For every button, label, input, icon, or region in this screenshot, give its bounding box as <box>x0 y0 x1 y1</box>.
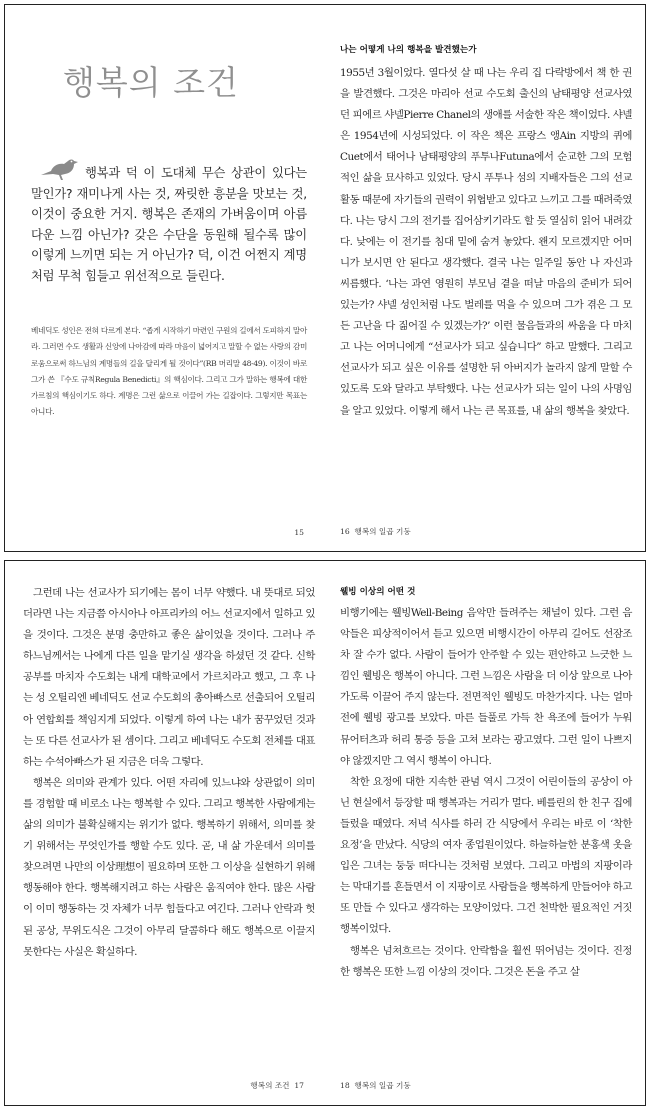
page-16 <box>326 5 647 551</box>
book-title: 행복의 일곱 기둥 <box>354 1081 411 1090</box>
paragraph: 착한 요정에 대한 지속한 관념 역시 그것이 어린이들의 공상이 아닌 현실에서 등장할 때 행복과는 거리가 멀다. 베를린의 한 친구 집에 들렀을 때였다. 저녁 식사를 하러 간 식당에서 우리는 바로 이 ‘착한 요정’을 만났다. 식당의 여자 종업원이었다. 하늘하늘한 분홍색 옷을 입은 그녀는 둥둥 떠다니는 것처럼 보였다. 그리고 마법의 지팡이라는 막대기를 흔들면서 이 지팡이로 사람들을 행복하게 만들어야 하고 또 만들 수 있다고 생각하는 모양이었다. 그건 천박한 필요적인 거짓 행복이었다. <box>340 775 632 936</box>
spread-bottom <box>4 560 646 1106</box>
page-footer <box>250 1080 304 1091</box>
chapter-title: 행복의 조건 <box>63 63 239 102</box>
page-15 <box>5 5 326 551</box>
page-number: 15 <box>294 528 304 537</box>
page-18 <box>326 561 647 1105</box>
quote-paragraph: 베네딕도 성인은 전혀 다르게 본다. “좁게 시작하기 마련인 구원의 길에서 도피하지 말아라. 그러면 수도 생활과 신앙에 나아감에 따라 마음이 넓어지고 말할 수 없는 사랑의 감미로움으로써 하느님의 계명들의 길을 달리게 될 것이다”(RB 머리말 48-49). 이것이 바로 그가 쓴 『수도 규칙Regula Benedicti』의 핵심이다. 그리고 그가 말하는 행복에 대한 가르침의 핵심이기도 하다. 계명은 그런 삶으로 이끌어 가는 길잡이다. 그렇지만 목표는 아니다. <box>31 326 307 417</box>
chapter-title: 행복의 조건 <box>250 1081 290 1090</box>
spread-top <box>4 4 646 552</box>
page-footer <box>340 1080 411 1091</box>
page-number: 18 <box>340 1081 350 1090</box>
book-title: 행복의 일곱 기둥 <box>354 527 411 536</box>
body-text <box>340 603 632 983</box>
page-footer <box>340 526 411 537</box>
paragraph: 비행기에는 웰빙Well-Being 음악만 들려주는 채널이 있다. 그런 음악들은 피상적이어서 듣고 있으면 비행시간이 아무리 길어도 선잠조차 잘 수가 없다. 사람이 들어가 안주할 수 있는 편안하고 느긋한 느낌인 웰빙은 행복이 아니다. 그런 느낌은 사람을 더 이상 앞으로 나아가도록 이끌어 주지 않는다. 전면적인 웰빙도 마찬가지다. 나는 얼마 전에 웰빙 광고를 보았다. 마른 들풀로 가득 찬 욕조에 들어가 누워 뮤어터츠과 허리 통증 등을 고쳐 보라는 광고였다. 그런 일이 나쁘지야 않겠지만 그 역시 행복이 아니다. <box>340 607 632 767</box>
page-number: 17 <box>294 1081 304 1090</box>
section-heading: 나는 어떻게 나의 행복을 발견했는가 <box>340 45 477 55</box>
paragraph: 그런데 나는 선교사가 되기에는 몸이 너무 약했다. 내 뜻대로 되었더라면 나는 지금쯤 아시아나 아프리카의 어느 선교지에서 일하고 있을 것이다. 그것은 분명 충만하고 좋은 삶이었을 것이다. 그러나 주 하느님께서는 나에게 다른 일을 맡기실 생각을 하셨던 것 같다. 신학 공부를 마치자 수도회는 내게 대학교에서 가르치라고 했고, 그 후 나는 성 오틸리엔 베네딕도 선교 수도회의 총아빠스로 선출되어 오틸리아 연합회를 책임지게 되었다. 이렇게 하여 나는 내가 꿈꾸었던 것과는 또 다른 선교사가 된 셈이다. 그리고 베네딕도 수도회 전체를 대표하는 수석아빠스가 된 지금은 더욱 그렇다. <box>23 587 315 768</box>
body-text <box>340 63 632 422</box>
page-17 <box>5 561 326 1105</box>
paragraph: 행복은 의미와 관계가 있다. 어떤 자리에 있느냐와 상관없이 의미를 경험할 때 비로소 나는 행복할 수 있다. 그리고 행복한 사람에게는 삶의 의미가 불확실해지는 위기가 없다. 행복하기 위해서, 의미를 찾기 위해서는 무엇인가를 행할 수도 있다. 곧, 내 삶 가운데서 의미를 찾으려면 나만의 이상理想이 필요하며 또한 그 이상을 실현하기 위해 행동해야 한다. 행복해지려고 하는 사람은 움직여야 한다. 많은 사람이 이미 행동하는 것 자체가 너무 힘들다고 여긴다. 그러나 안락과 헛된 공상, 무위도식은 그것이 아무리 달콤하다 해도 행복으로 이끌지 못한다는 사실은 확실하다. <box>23 776 315 958</box>
page-number: 16 <box>340 527 350 536</box>
paragraph: 1955년 3월이었다. 열다섯 살 때 나는 우리 집 다락방에서 책 한 권을 발견했다. 그것은 마리아 선교 수도회 출신의 남태평양 선교사였던 피에르 샤넬Pierre Chanel의 생애를 서술한 작은 책이었다. 샤넬은 1954년에 시성되었다. 이 작은 책은 프랑스 앵Ain 지방의 퀴에Cuet에서 태어나 남태평양의 푸투나Futuna에서 순교한 그의 모험적인 삶을 묘사하고 있었다. 당시 푸투나 섬의 지배자들은 그의 선교 활동 때문에 자기들의 권력이 위협받고 있다고 느끼고 그를 때려죽였다. 나는 당시 그의 전기를 집어삼키기라도 할 듯 열심히 읽어 내려갔다. 낮에는 이 전기를 침대 밑에 숨겨 놓았다. 왠지 모르겠지만 어머니가 보시면 안 된다고 생각했다. 결국 나는 일주일 동안 나 자신과 씨름했다. ‘나는 과연 영원히 부모님 곁을 떠날 마음의 준비가 되어 있는가? 샤넬 성인처럼 나도 벌레를 먹을 수 있으며 그가 겪은 그 모든 고난을 다 짊어질 수 있겠는가?’ 이런 물음들과의 싸움을 다 마치고 나는 어머니에게 “선교사가 되고 싶습니다” 하고 말했다. 그리고 선교사가 되고 싶은 이유를 설명한 뒤 아버지가 놀라지 않게 말할 수 있도록 도와 달라고 부탁했다. 나는 선교사가 되는 일이 나의 사명임을 알고 있었다. 이렇게 해서 나는 큰 목표를, 내 삶의 행복을 찾았다. <box>340 67 632 417</box>
intro-paragraph: 행복과 덕 이 도대체 무슨 상관이 있다는 말인가? 재미나게 사는 것, 짜릿한 흥분을 맛보는 것, 이것이 중요한 거지. 행복은 존재의 가벼움이며 아름다운 느낌 아닌가? 갖은 수단을 동원해 될수록 많이 이렇게 느끼면 되는 거 아닌가? 덕, 이건 어쩐지 계명처럼 무척 힘들고 위선적으로 들린다. <box>31 166 307 283</box>
section-heading: 웰빙 이상의 어떤 것 <box>340 587 416 597</box>
body-text <box>23 583 315 963</box>
paragraph: 행복은 넘쳐흐르는 것이다. 안락함을 훨씬 뛰어넘는 것이다. 진정한 행복은 또한 느낌 이상의 것이다. 그것은 돈을 주고 살 <box>340 944 632 978</box>
